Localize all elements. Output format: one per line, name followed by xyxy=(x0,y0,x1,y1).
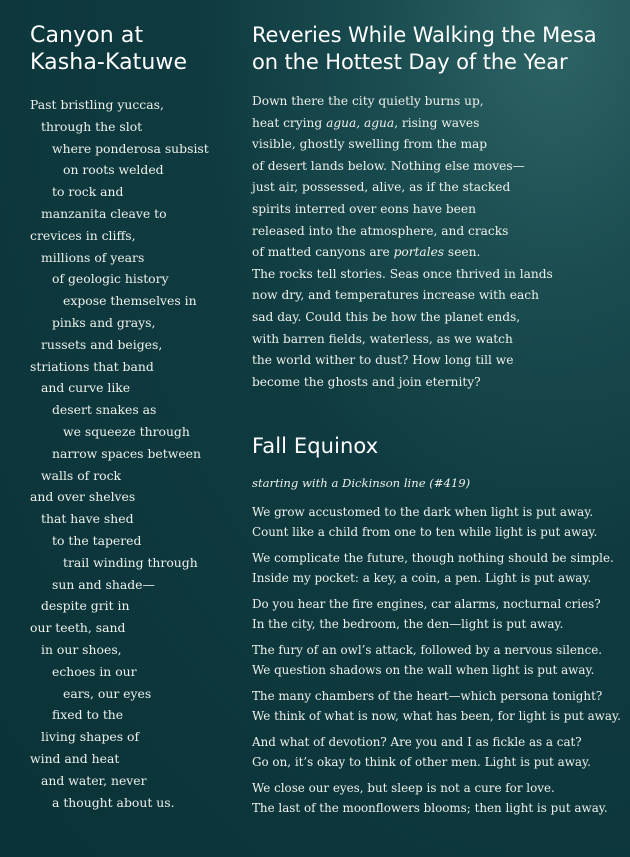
poem-line: and curve like xyxy=(41,380,131,396)
poem-line: and over shelves xyxy=(30,489,136,505)
poem-line: Past bristling yuccas, xyxy=(30,97,164,112)
poem-line: visible, ghostly swelling from the map xyxy=(252,137,488,152)
poem-line: trail winding through xyxy=(63,554,198,570)
poem-line: spirits interred over eons have been xyxy=(252,201,476,216)
poem-line: and water, never xyxy=(41,772,147,788)
poem-line: We grow accustomed to the dark when light is put away. xyxy=(252,505,594,520)
poem-line: that have shed xyxy=(41,511,134,527)
couplet xyxy=(252,732,624,772)
poem-line: despite grit in xyxy=(41,598,130,614)
poem-line: We think of what is now, what has been, for light is put away. xyxy=(252,709,621,724)
couplet xyxy=(252,686,624,726)
poem-line: on roots welded xyxy=(63,162,164,178)
poem-line: become the ghosts and join eternity? xyxy=(252,374,481,389)
poem-line: wind and heat xyxy=(30,750,120,766)
poem-title-canyon xyxy=(30,22,230,76)
poem-line: In the city, the bedroom, the den—light is put away. xyxy=(252,617,564,632)
poem-body-reveries xyxy=(252,91,624,393)
poem-line: of desert lands below. Nothing else moves— xyxy=(252,158,525,173)
poem-line: sad day. Could this be how the planet ends, xyxy=(252,309,521,324)
poem-title-fall-equinox: Fall Equinox xyxy=(252,434,379,459)
poem-line: now dry, and temperatures increase with each xyxy=(252,288,539,303)
couplet xyxy=(252,502,624,542)
poem-line: russets and beiges, xyxy=(41,336,163,352)
poem-line: to the tapered xyxy=(52,532,142,548)
poem-line: through the slot xyxy=(41,118,143,134)
poem-line: we squeeze through xyxy=(63,423,190,439)
poem-line: of geologic history xyxy=(52,271,169,287)
poem-line: The rocks tell stories. Seas once thrived in lands xyxy=(252,266,553,281)
poem-line: And what of devotion? Are you and I as fickle as a cat? xyxy=(252,735,582,750)
poem-line: fixed to the xyxy=(52,707,124,723)
poem-line: to rock and xyxy=(52,184,124,200)
poem-line: Do you hear the fire engines, car alarms, nocturnal cries? xyxy=(252,597,601,612)
poem-title-line: Kasha-Katuwe xyxy=(30,50,188,75)
poem-line: where ponderosa subsist xyxy=(52,140,209,156)
poem-line: the world wither to dust? How long till we xyxy=(252,353,514,368)
right-column xyxy=(252,22,624,824)
couplet xyxy=(252,594,624,634)
poem-line: of matted canyons are portales seen. xyxy=(252,245,481,260)
poem-line: millions of years xyxy=(41,249,145,265)
poem-line: sun and shade— xyxy=(52,576,155,592)
poem-line: The many chambers of the heart—which persona tonight? xyxy=(252,689,603,704)
poem-line: living shapes of xyxy=(41,729,140,745)
poem-line: ears, our eyes xyxy=(63,685,152,701)
poem-line: with barren fields, waterless, as we watch xyxy=(252,331,513,346)
poem-line: walls of rock xyxy=(41,467,122,483)
couplet xyxy=(252,778,624,818)
poem-body-canyon xyxy=(30,94,240,813)
poem-line: manzanita cleave to xyxy=(41,205,167,221)
poem-line: a thought about us. xyxy=(52,794,175,810)
poem-title-line: Canyon at xyxy=(30,23,144,48)
poem-line: We close our eyes, but sleep is not a cure for love. xyxy=(252,781,555,796)
poem-line: Count like a child from one to ten while light is put away. xyxy=(252,525,598,540)
poem-title-reveries xyxy=(252,22,622,76)
poem-line: expose themselves in xyxy=(63,293,197,309)
poem-line: narrow spaces between xyxy=(52,445,201,461)
couplet xyxy=(252,548,624,588)
poem-line: pinks and grays, xyxy=(52,314,156,330)
poem-title-line: on the Hottest Day of the Year xyxy=(252,50,568,74)
italic-phrase: agua, agua xyxy=(326,115,395,130)
poem-line: echoes in our xyxy=(52,663,137,679)
poem-line: in our shoes, xyxy=(41,641,122,657)
poem-title-line: Reveries While Walking the Mesa xyxy=(252,23,597,47)
poem-line: Inside my pocket: a key, a coin, a pen. Light is put away. xyxy=(252,571,592,586)
poem-line: Go on, it’s okay to think of other men. Light is put away. xyxy=(252,755,591,770)
left-column xyxy=(30,22,240,813)
poem-line: just air, possessed, alive, as if the stacked xyxy=(252,180,511,195)
poem-line: striations that band xyxy=(30,358,154,374)
poem-epigraph: starting with a Dickinson line (#419) xyxy=(252,476,471,491)
poem-line: our teeth, sand xyxy=(30,620,126,636)
poem-line: heat crying agua, agua, rising waves xyxy=(252,115,480,130)
italic-phrase: portales xyxy=(393,245,445,260)
couplet xyxy=(252,640,624,680)
poem-line: Down there the city quietly burns up, xyxy=(252,94,484,108)
poem-line: crevices in cliffs, xyxy=(30,227,136,243)
poem-line: released into the atmosphere, and cracks xyxy=(252,223,509,238)
poem-line: The fury of an owl’s attack, followed by a nervous silence. xyxy=(252,643,603,658)
poem-line: We question shadows on the wall when light is put away. xyxy=(252,663,595,678)
poem-line: desert snakes as xyxy=(52,402,157,418)
poem-line: We complicate the future, though nothing should be simple. xyxy=(252,551,614,566)
poem-body-fall-equinox xyxy=(252,502,624,818)
poem-line: The last of the moonflowers blooms; then light is put away. xyxy=(252,801,608,816)
